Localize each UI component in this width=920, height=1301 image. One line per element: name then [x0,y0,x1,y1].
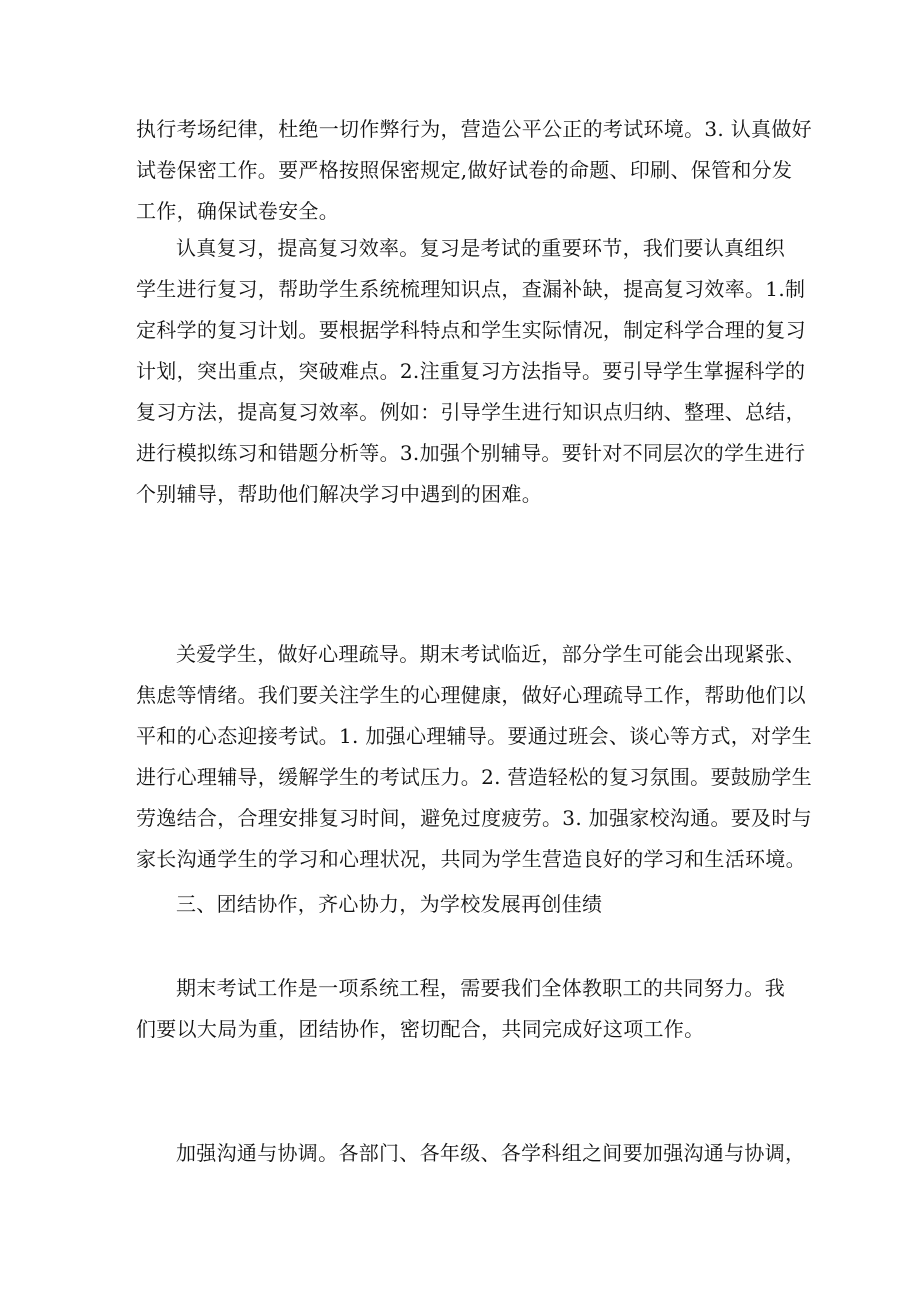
text-line: 计划，突出重点，突破难点。2.注重复习方法指导。要引导学生掌握科学的 [136,359,806,383]
text-line: 期末考试工作是一项系统工程，需要我们全体教职工的共同努力。我 [176,976,785,1000]
text-line: 加强沟通与协调。各部门、各年级、各学科组之间要加强沟通与协调， [176,1141,806,1165]
text-line: 学生进行复习，帮助学生系统梳理知识点，查漏补缺，提高复习效率。1.制 [136,277,806,301]
text-line: 定科学的复习计划。要根据学科特点和学生实际情况，制定科学合理的复习 [136,318,806,342]
paragraph-psychological-guidance [136,634,812,880]
text-line: 们要以大局为重，团结协作，密切配合，共同完成好这项工作。 [136,1017,705,1041]
text-line: 平和的心态迎接考试。1. 加强心理辅导。要通过班会、谈心等方式，对学生 [136,724,812,748]
text-line: 劳逸结合，合理安排复习时间，避免过度疲劳。3. 加强家校沟通。要及时与 [136,806,812,830]
paragraph-communication [136,1133,806,1174]
text-line: 认真复习，提高复习效率。复习是考试的重要环节，我们要认真组织 [176,236,785,260]
text-line: 执行考场纪律，杜绝一切作弊行为，营造公平公正的考试环境。3. 认真做好 [136,117,812,141]
text-line: 焦虑等情绪。我们要关注学生的心理健康，做好心理疏导工作，帮助他们以 [136,683,806,707]
text-line: 关爱学生，做好心理疏导。期末考试临近，部分学生可能会出现紧张、 [176,642,806,666]
text-line: 工作，确保试卷安全。 [136,199,339,223]
text-line: 复习方法，提高复习效率。例如：引导学生进行知识点归纳、整理、总结， [136,400,806,424]
paragraph-review-efficiency [136,228,806,515]
text-line: 家长沟通学生的学习和心理状况，共同为学生营造良好的学习和生活环境。 [136,847,806,871]
text-line: 个别辅导，帮助他们解决学习中遇到的困难。 [136,482,542,506]
text-line: 进行模拟练习和错题分析等。3.加强个别辅导。要针对不同层次的学生进行 [136,441,806,465]
heading-text: 三、团结协作，齐心协力，为学校发展再创佳绩 [176,892,603,916]
text-line: 试卷保密工作。要严格按照保密规定,做好试卷的命题、印刷、保管和分发 [136,158,793,182]
section-heading [136,884,796,925]
text-line: 进行心理辅导，缓解学生的考试压力。2. 营造轻松的复习氛围。要鼓励学生 [136,765,812,789]
paragraph-teamwork [136,968,796,1050]
paragraph-exam-discipline [136,109,812,232]
